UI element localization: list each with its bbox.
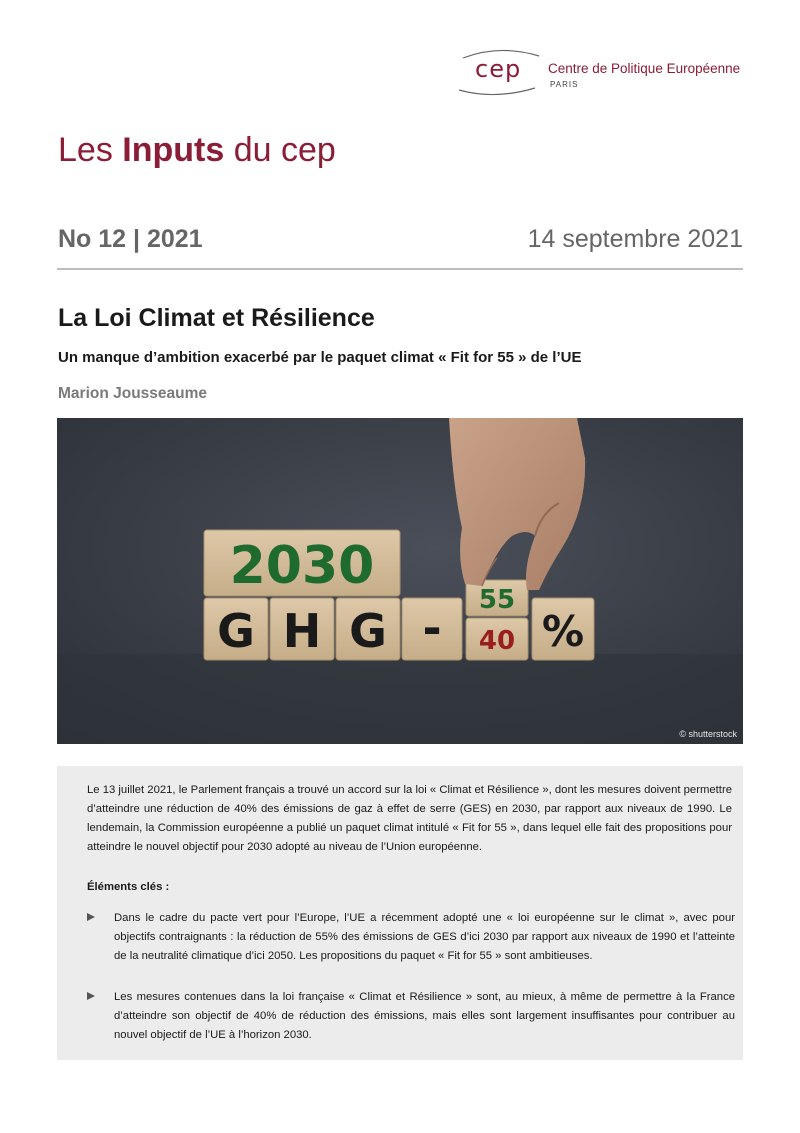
series-title	[58, 131, 336, 170]
photo-credit: © shutterstock	[679, 729, 737, 739]
block-dash: -	[422, 601, 442, 655]
key-point-item	[87, 909, 735, 966]
series-title-bold: Inputs	[122, 131, 225, 169]
block-letter-1: G	[217, 604, 255, 658]
cover-photo-illustration	[57, 418, 743, 744]
issue-number: No 12 | 2021	[58, 225, 203, 253]
article-title: La Loi Climat et Résilience	[58, 304, 375, 332]
block-letter-2: H	[282, 604, 322, 658]
logo-organization-name: Centre de Politique Européenne	[548, 61, 741, 76]
article-author: Marion Jousseaume	[58, 385, 208, 402]
key-point-item	[87, 988, 735, 1045]
logo-wordmark: cep	[475, 55, 522, 83]
triangle-bullet-icon	[87, 913, 95, 921]
cep-logo	[455, 48, 755, 98]
block-percent: %	[541, 607, 585, 656]
series-title-suffix: du cep	[224, 131, 336, 169]
summary-intro: Le 13 juillet 2021, le Parlement français a trouvé un accord sur la loi « Climat et Résilience », dont les mesures doivent permettre d’atteindre une réduction de 40% des émissions de gaz à effet de serre (GES) en 2030, par rapport aux niveaux de 1990. Le lendemain, la Commission européenne a publié un paquet climat intitulé « Fit for 55 », dans lequel elle fait des propositions pour atteindre le nouvel objectif pour 2030 adopté au niveau de l’Union européenne.	[87, 784, 732, 853]
block-letter-3: G	[349, 604, 387, 658]
key-point-text: Dans le cadre du pacte vert pour l’Europe, l’UE a récemment adopté une « loi européenne sur le climat », avec pour objectifs contraignants : la réduction de 55% des émissions de GES d’ici 2030 par rapport aux niveaux de 1990 et l’atteinte de la neutralité climatique d’ici 2050. Les propositions du paquet « Fit for 55 » sont ambitieuses.	[114, 912, 735, 962]
header-divider	[57, 268, 743, 270]
key-points-heading: Éléments clés :	[87, 881, 170, 893]
summary-box	[57, 766, 743, 1060]
triangle-bullet-icon	[87, 992, 95, 1000]
issue-date: 14 septembre 2021	[527, 225, 743, 253]
key-point-text: Les mesures contenues dans la loi française « Climat et Résilience » sont, au mieux, à même de permettre à la France d’atteindre son objectif de 40% de réduction des émissions, mais elles sont largement insuffisantes pour contribuer au nouvel objectif de l’UE à l’horizon 2030.	[114, 991, 735, 1041]
logo-city: PARIS	[550, 80, 579, 89]
flip-block-bottom: 40	[478, 626, 516, 656]
flip-block-top: 55	[478, 585, 516, 615]
article-subtitle: Un manque d’ambition exacerbé par le paquet climat « Fit for 55 » de l’UE	[58, 349, 582, 366]
series-title-prefix: Les	[58, 131, 123, 169]
cover-photo	[57, 418, 743, 744]
block-2030-text: 2030	[229, 536, 375, 596]
